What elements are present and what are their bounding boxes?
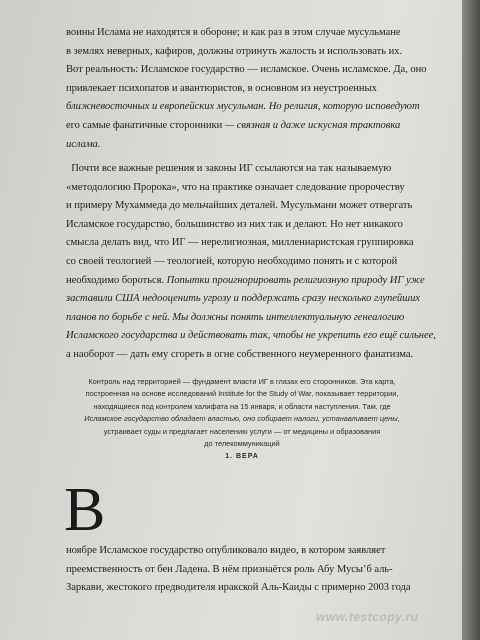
caption-line: Контроль над территорией — фундамент власти ИГ в глазах его сторонников. Эта карта,: [88, 377, 396, 386]
text-line: заставили США недооценить угрозу и поддержать сразу несколько глупейших: [66, 293, 420, 305]
text-line: воины Ислама не находятся в обороне; и как раз в этом случае мусульмане: [66, 27, 401, 38]
text-line: планов по борьбе с ней. Мы должны понять интеллектуальную генеалогию: [66, 311, 405, 323]
text-line: Исламского государства и действовать так, чтобы не укрепить его ещё сильнее,: [66, 330, 436, 342]
paragraph-2: [66, 160, 444, 365]
text-line: смысла делать вид, что ИГ — нерелигиозная, миллениаристская группировка: [66, 237, 414, 249]
text-line: а наоборот — дать ему сгореть в огне собственного неумеренного фанатизма.: [66, 348, 414, 360]
text-line: привлекает психопатов и авантюристов, в основном из неустроенных: [66, 82, 377, 94]
text-line: Исламское государство, большинство из них так и делают. Но нет никакого: [66, 218, 403, 230]
text-line: преемственность от бен Ладена. В нём признаётся роль Абу Мусы’б аль-: [66, 563, 393, 575]
text-line: его самые фанатичные сторонники — связная и даже искусная трактовка: [66, 119, 401, 131]
text-line: Вот реальность: Исламское государство — исламское. Очень исламское. Да, оно: [66, 64, 427, 76]
caption-line: до телекоммуникаций: [204, 439, 280, 449]
caption-line: устраивает суды и предлагает населению услуги — от медицины и образования: [103, 426, 381, 436]
map-caption: [74, 376, 410, 464]
paragraph-3: [66, 542, 444, 598]
text-line: в землях неверных, кафиров, должны отринуть жалость и использовать их.: [66, 45, 403, 57]
watermark: www.testcopy.ru: [316, 610, 419, 624]
caption-line: находящиеся под контролем халифата на 15 января, и области наступления. Там, где: [93, 401, 391, 411]
paragraph-1: [66, 24, 444, 154]
caption-line: Исламское государство обладает властью, оно собирает налоги, устанавливает цены,: [84, 414, 400, 424]
page-edge-shadow: [462, 0, 480, 640]
text-line: со своей теологией — теологией, которую необходимо понять и с которой: [66, 255, 398, 267]
text-line: ноябре Исламское государство опубликовало видео, в котором заявляет: [66, 545, 386, 556]
text-line: ислама.: [66, 138, 101, 150]
caption-line: построенная на основе исследований Institute for the Study of War, показывает территории,: [85, 389, 399, 399]
chapter-heading: 1. ВЕРА: [225, 453, 259, 461]
text-line: Заркави, жестокого предводителя иракской Аль-Каиды с примерно 2003 года: [66, 582, 411, 594]
text-line: Почти все важные решения и законы ИГ ссылаются на так называемую: [71, 163, 392, 174]
drop-cap: В: [64, 476, 106, 544]
text-line: и примеру Мухаммеда до мельчайших деталей. Мусульмани может отвергать: [66, 200, 413, 212]
text-line: необходимо бороться. Попытки проигнорировать религиозную природу ИГ уже: [66, 274, 425, 286]
text-line: ближневосточных и европейских мусульман. Но религия, которую исповедуют: [66, 101, 420, 113]
text-line: «методологию Пророка», что на практике означает следование пророчеству: [66, 181, 405, 193]
